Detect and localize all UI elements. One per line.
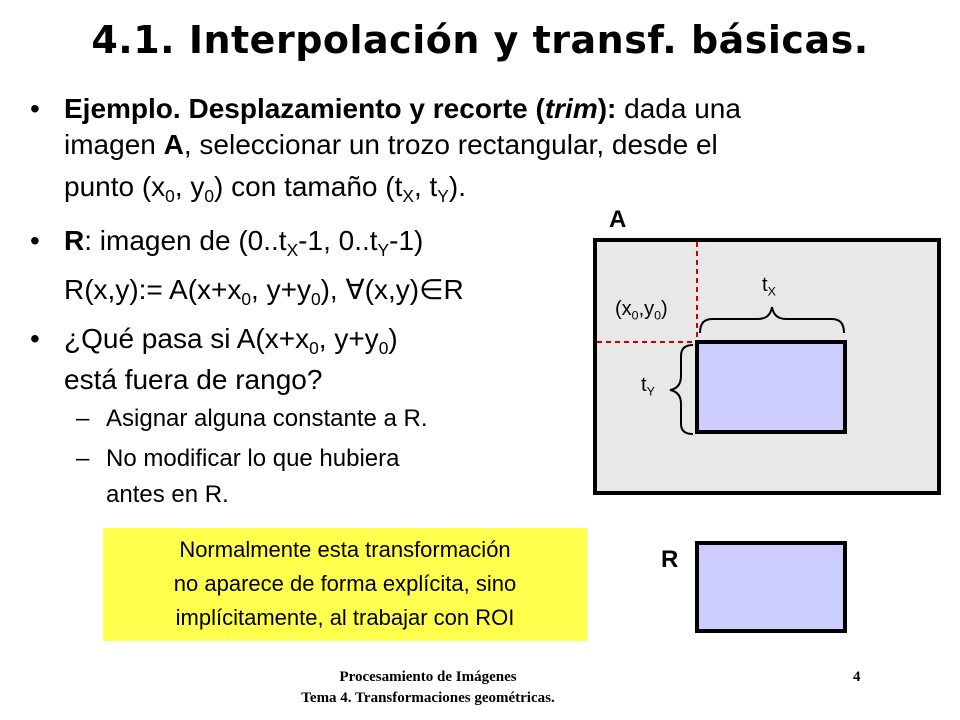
note-line-2: no aparece de forma explícita, sino bbox=[173, 571, 517, 596]
page-number: 4 bbox=[853, 669, 861, 685]
label-a: A bbox=[609, 206, 627, 233]
tx-label: $t_X$ bbox=[762, 274, 776, 299]
note-line-3: implícitamente, al trabajar con ROI bbox=[175, 605, 515, 630]
slide-title: 4.1. Interpolación y transf. básicas. bbox=[91, 18, 869, 62]
sub-item-2-line-1: No modificar lo que hubiera bbox=[106, 445, 400, 472]
paragraph-2-line-2: R(x,y):= $A(x+x_0$, $y+y_0$), ∀(x,y)∈R bbox=[64, 274, 464, 310]
bullet-2: • bbox=[30, 225, 40, 256]
paragraph-1-line-3: punto ($x_0$, $y_0$) con tamaño ($t_X$, $t_Y$). bbox=[64, 171, 466, 207]
sub-item-2-line-2: antes en R. bbox=[106, 481, 229, 508]
paragraph-3-line-1: ¿Qué pasa si $A(x+x_0$, $y+y_0$) bbox=[64, 323, 398, 359]
ty-label: $t_Y$ bbox=[641, 374, 655, 399]
label-r: R bbox=[661, 546, 679, 573]
paragraph-3-line-2: está fuera de rango? bbox=[64, 364, 323, 395]
image-r-rect bbox=[697, 543, 845, 631]
footer-course: Procesamiento de Imágenes bbox=[339, 669, 517, 685]
origin-label: $(x_0,y_0)$ bbox=[615, 298, 668, 323]
paragraph-2-line-1: R: imagen de ($0..t_X-1$, $0..t_Y-1$) bbox=[64, 225, 424, 261]
sub-item-1: Asignar alguna constante a R. bbox=[106, 405, 428, 432]
bullet-3: • bbox=[30, 323, 40, 354]
dash-2: – bbox=[76, 445, 90, 472]
paragraph-1-line-2: imagen A, seleccionar un trozo rectangular, desde el bbox=[64, 129, 718, 160]
element-of-symbol: ∈ bbox=[419, 274, 444, 305]
bullet-1: • bbox=[30, 93, 40, 124]
paragraph-1-line-1: Ejemplo. Desplazamiento y recorte (trim): dada una bbox=[64, 93, 741, 124]
note-line-1: Normalmente esta transformación bbox=[179, 537, 511, 562]
crop-rect bbox=[697, 342, 845, 432]
forall-symbol: ∀ bbox=[345, 274, 365, 305]
dash-1: – bbox=[76, 405, 90, 432]
footer-topic: Tema 4. Transformaciones geométricas. bbox=[301, 690, 555, 706]
